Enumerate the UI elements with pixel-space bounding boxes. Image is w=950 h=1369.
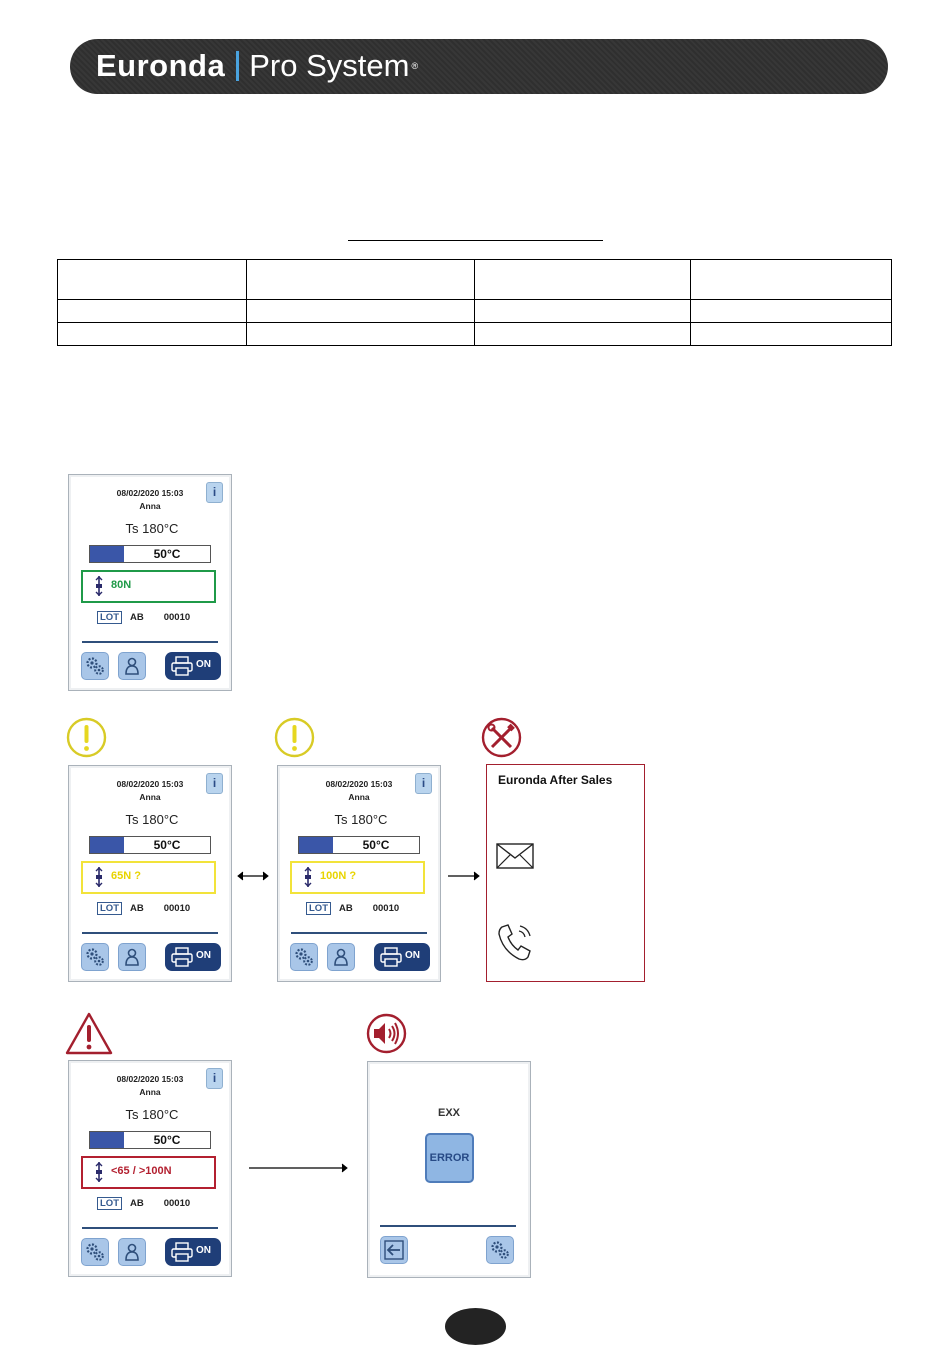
temperature-bar: [89, 836, 211, 854]
print-button[interactable]: [165, 943, 221, 971]
table-cell: [691, 260, 892, 300]
lot-row: [306, 902, 399, 915]
gears-icon: [85, 1242, 105, 1262]
user-button[interactable]: [118, 943, 146, 971]
print-status: ON: [196, 659, 211, 670]
printer-icon: [380, 947, 402, 967]
lot-label: LOT: [97, 611, 122, 624]
sterilization-temp: Ts 180°C: [125, 1107, 179, 1122]
info-icon: i: [212, 1071, 217, 1085]
test-result-box: [81, 1156, 216, 1189]
after-sales-title: Euronda After Sales: [498, 773, 613, 787]
lot-number: 00010: [163, 1198, 191, 1209]
user-icon: [122, 1242, 142, 1262]
settings-button[interactable]: [81, 1238, 109, 1266]
print-status: ON: [196, 950, 211, 961]
screen-user: Anna: [348, 792, 370, 802]
lot-row: [97, 1197, 190, 1210]
temperature-value: 50°C: [153, 838, 181, 852]
screen-date: 08/02/2020 15:03: [116, 488, 184, 498]
lot-row: [97, 611, 190, 624]
brand-product: Pro System: [249, 48, 410, 83]
print-button[interactable]: [165, 652, 221, 680]
screen-divider: [82, 1227, 218, 1229]
warning-circle-icon: [66, 717, 107, 758]
lot-code: AB: [339, 903, 353, 914]
table-cell: [691, 323, 892, 346]
test-result-value: 100N ?: [320, 870, 357, 882]
tools-icon: [481, 717, 522, 758]
mail-icon: [496, 843, 534, 869]
registered-mark: ®: [411, 61, 419, 71]
screen-divider: [291, 932, 427, 934]
temperature-value: 50°C: [153, 547, 181, 561]
pin-icon: [94, 576, 104, 596]
error-screen: [367, 1061, 531, 1278]
brand-separator: [236, 51, 239, 81]
table-cell: [247, 260, 475, 300]
info-icon: i: [212, 776, 217, 790]
gears-icon: [294, 947, 314, 967]
user-icon: [331, 947, 351, 967]
screen-user: Anna: [139, 792, 161, 802]
user-button[interactable]: [118, 1238, 146, 1266]
printer-icon: [171, 947, 193, 967]
temperature-value: 50°C: [153, 1133, 181, 1147]
lot-code: AB: [130, 612, 144, 623]
settings-button[interactable]: [81, 943, 109, 971]
table-cell: [247, 323, 475, 346]
temperature-fill: [90, 837, 124, 853]
user-button[interactable]: [118, 652, 146, 680]
double-arrow: [236, 870, 270, 882]
sterilization-temp: Ts 180°C: [125, 521, 179, 536]
right-arrow: [248, 1162, 350, 1174]
lot-code: AB: [130, 903, 144, 914]
screen-divider: [82, 641, 218, 643]
settings-button[interactable]: [486, 1236, 514, 1264]
phone-icon: [497, 923, 535, 963]
device-screen-warn: [277, 765, 441, 982]
gears-icon: [85, 947, 105, 967]
warning-circle-icon: [274, 717, 315, 758]
table-cell: [247, 300, 475, 323]
error-button-label: ERROR: [429, 1152, 470, 1164]
temperature-bar: [298, 836, 420, 854]
screen-date: 08/02/2020 15:03: [116, 779, 184, 789]
test-result-value: <65 / >100N: [111, 1165, 172, 1177]
info-icon: i: [421, 776, 426, 790]
user-icon: [122, 656, 142, 676]
lot-label: LOT: [97, 902, 122, 915]
print-button[interactable]: [374, 943, 430, 971]
temperature-bar: [89, 545, 211, 563]
screen-divider: [380, 1225, 516, 1227]
back-arrow-icon: [384, 1240, 404, 1260]
lot-label: LOT: [306, 902, 331, 915]
print-status: ON: [405, 950, 420, 961]
empty-table: [57, 259, 892, 346]
device-screen-alarm: [68, 1060, 232, 1277]
temperature-bar: [89, 1131, 211, 1149]
sterilization-temp: Ts 180°C: [334, 812, 388, 827]
table-cell: [58, 323, 247, 346]
gears-icon: [490, 1240, 510, 1260]
brand-name: Euronda: [96, 48, 226, 83]
test-result-box: [290, 861, 425, 894]
brand-logo: [96, 46, 418, 86]
table-cell: [58, 300, 247, 323]
lot-row: [97, 902, 190, 915]
error-button[interactable]: [425, 1133, 474, 1183]
device-screen-warn: [68, 765, 232, 982]
print-button[interactable]: [165, 1238, 221, 1266]
settings-button[interactable]: [81, 652, 109, 680]
lot-number: 00010: [163, 612, 191, 623]
lot-number: 00010: [372, 903, 400, 914]
temperature-fill: [90, 546, 124, 562]
info-icon: i: [212, 485, 217, 499]
alert-triangle-icon: [65, 1012, 113, 1055]
title-underline: [348, 240, 603, 241]
user-icon: [122, 947, 142, 967]
temperature-fill: [90, 1132, 124, 1148]
table-cell: [475, 300, 691, 323]
test-result-value: 65N ?: [111, 870, 141, 882]
screen-user: Anna: [139, 1087, 161, 1097]
screen-user: Anna: [139, 501, 161, 511]
gears-icon: [85, 656, 105, 676]
printer-icon: [171, 656, 193, 676]
temperature-value: 50°C: [362, 838, 390, 852]
table-cell: [691, 300, 892, 323]
back-button[interactable]: [380, 1236, 408, 1264]
lot-number: 00010: [163, 903, 191, 914]
pin-icon: [94, 1162, 104, 1182]
test-result-box: [81, 861, 216, 894]
page-number-badge: [445, 1308, 506, 1345]
info-button[interactable]: [206, 1068, 223, 1089]
table-cell: [475, 260, 691, 300]
temperature-fill: [299, 837, 333, 853]
speaker-icon: [366, 1013, 407, 1054]
error-code: EXX: [437, 1107, 460, 1119]
lot-code: AB: [130, 1198, 144, 1209]
table-cell: [58, 260, 247, 300]
screen-divider: [82, 932, 218, 934]
sterilization-temp: Ts 180°C: [125, 812, 179, 827]
settings-button[interactable]: [290, 943, 318, 971]
info-button[interactable]: [206, 482, 223, 503]
pin-icon: [303, 867, 313, 887]
user-button[interactable]: [327, 943, 355, 971]
info-button[interactable]: [415, 773, 432, 794]
screen-date: 08/02/2020 15:03: [116, 1074, 184, 1084]
info-button[interactable]: [206, 773, 223, 794]
test-result-value: 80N: [111, 579, 132, 591]
after-sales-panel: [486, 764, 645, 982]
screen-date: 08/02/2020 15:03: [325, 779, 393, 789]
pin-icon: [94, 867, 104, 887]
table-cell: [475, 323, 691, 346]
lot-label: LOT: [97, 1197, 122, 1210]
test-result-box: [81, 570, 216, 603]
print-status: ON: [196, 1245, 211, 1256]
right-arrow: [447, 870, 481, 882]
device-screen-ok: [68, 474, 232, 691]
printer-icon: [171, 1242, 193, 1262]
